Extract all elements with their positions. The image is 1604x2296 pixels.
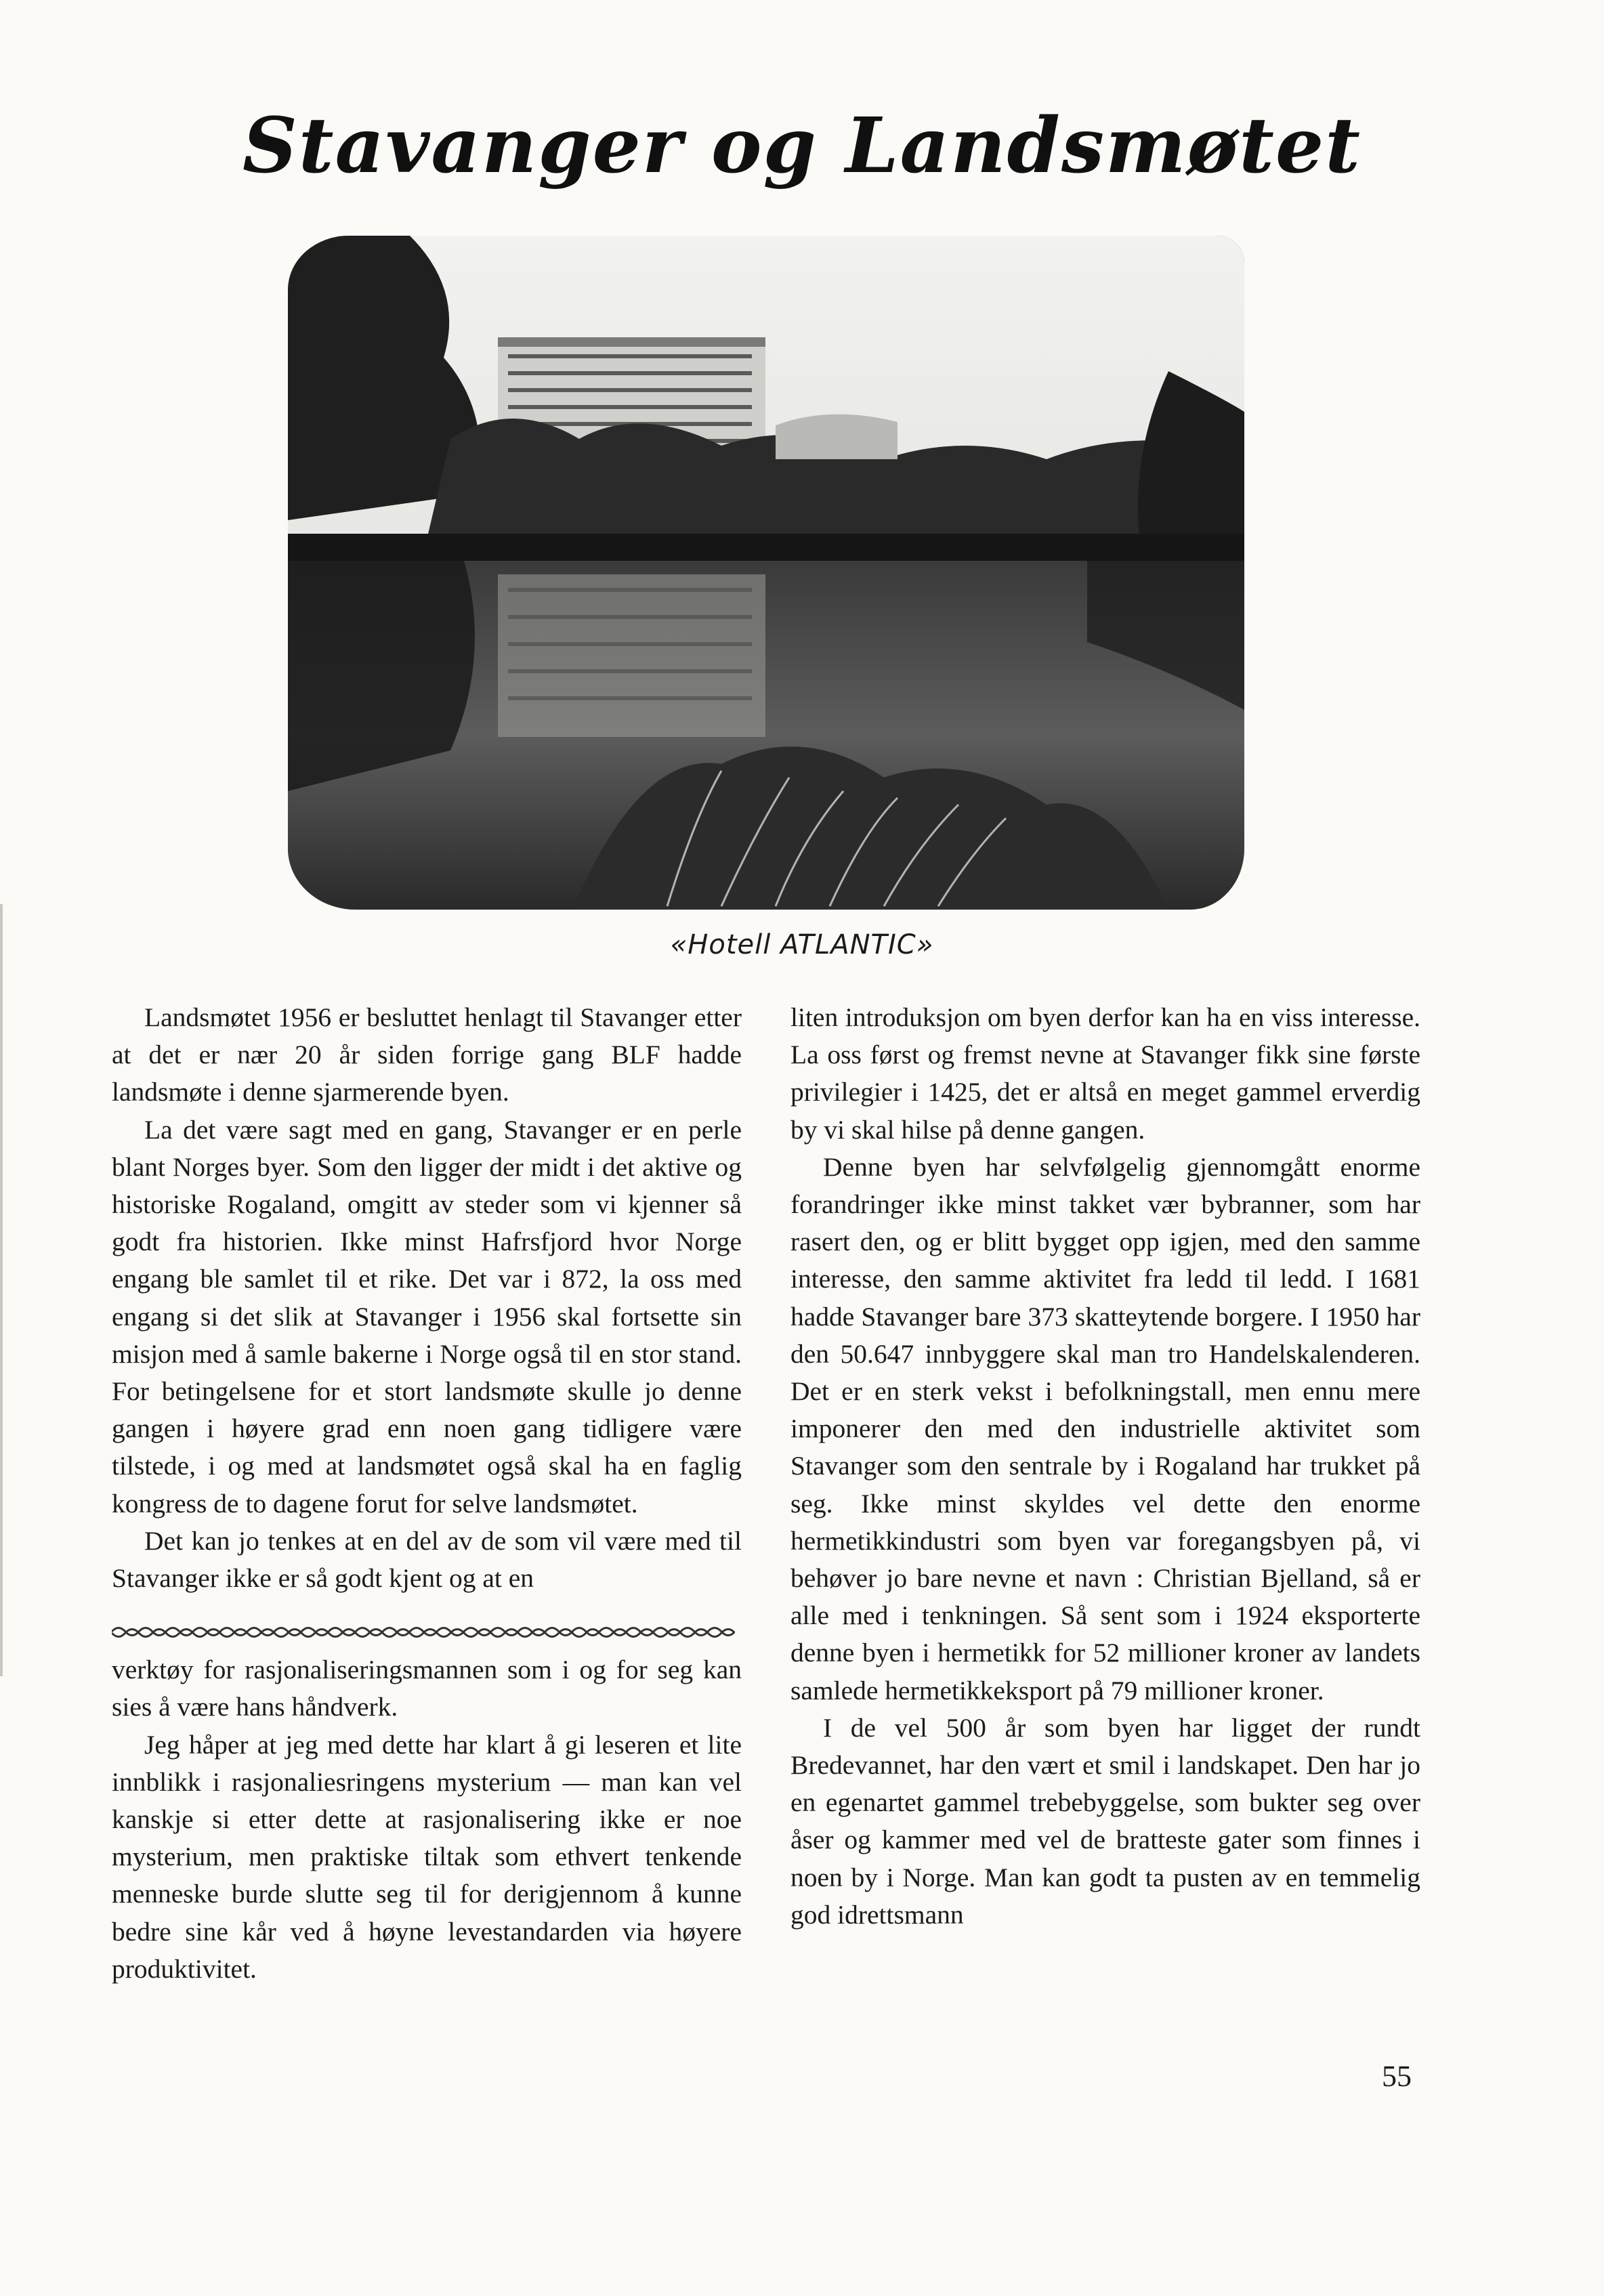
paragraph: Denne byen har selvfølgelig gjennomgått enorme forandringer ikke minst takket vær bybranner, som har rasert den, og er blitt bygget opp igjen, med den samme interesse, den samme aktivitet fra ledd til ledd. I 1681 hadde Stavanger bare 373 skatteytende borgere. I 1950 har den 50.647 innbyggere skal man tro Handelskalenderen. Det er en sterk vekst i befolkningstall, men ennu mere imponerer den med den industrielle aktivitet som Stavanger som den sentrale by i Rogaland har trukket på seg. Ikke minst skyldes vel dette den enorme hermetikkindustri som byen var foregangsbyen på, vi behøver jo bare nevne et navn : Christian Bjelland, så er alle med i tenkningen. Så sent som i 1924 eksporterte denne byen i hermetikk for 52 millioner kroner av landets samlede hermetikkeksport på 79 millioner kroner. (790, 1151, 1420, 1705)
section-divider (112, 1624, 735, 1639)
paragraph: Jeg håper at jeg med dette har klart å gi leseren et lite innblikk i rasjonaliesringens mysterium — man kan vel kanskje si etter dette at rasjonalisering ikke er noe mysterium, men praktiske tiltak som ethvert tenkende menneske burde slutte seg til for derigjennom å kunne bedre sine kår ved å høyne levestandarden via høyere produktivitet. (112, 1729, 742, 1984)
paragraph: Landsmøtet 1956 er besluttet henlagt til Stavanger etter at det er nær 20 år siden forrige gang BLF hadde landsmøte i denne sjarmerende byen. (112, 1002, 742, 1107)
hotel-photo (288, 236, 1244, 910)
photo-caption: «Hotell ATLANTIC» (670, 929, 934, 960)
article-title: Stavanger og Landsmøtet (242, 102, 1362, 190)
left-column (112, 999, 742, 1988)
page-number: 55 (1382, 2060, 1412, 2093)
margin-rule (0, 904, 3, 1676)
paragraph: La det være sagt med en gang, Stavanger er en perle blant Norges byer. Som den ligger der midt i det aktive og historiske Rogaland, omgitt av steder som vi kjenner så godt fra historien. Ikke minst Hafrsfjord hvor Norge engang ble samlet til et rike. Det var i 872, la oss med engang si det slik at Stavanger i 1956 skal fortsette sin misjon med å samle bakerne i Norge også til en stor stand. For betingelsene for et stort landsmøte skulle jo denne gangen i høyere grad enn noen gang tidligere være tilstede, i og med at landsmøtet også skal ha en faglig kongress de to dagene forut for selve landsmøtet. (112, 1114, 742, 1518)
paragraph: I de vel 500 år som byen har ligget der rundt Bredevannet, har den vært et smil i landskapet. Den har jo en egenartet gammel trebebyggelse, som bukter seg over åser og kammer med vel de bratteste gater som finnes i noen by i Norge. Man kan godt ta pusten av en temmelig god idrettsmann (790, 1712, 1420, 1930)
hotel-atlantic-photo-illustration (288, 236, 1244, 910)
paragraph: verktøy for rasjonaliseringsmannen som i og for seg kan sies å være hans håndverk. (112, 1655, 742, 1722)
paragraph: Det kan jo tenkes at en del av de som vil være med til Stavanger ikke er så godt kjent og at en (112, 1525, 742, 1594)
paragraph: liten introduksjon om byen derfor kan ha en viss interesse. La oss først og fremst nevne at Stavanger fikk sine første privilegier i 1425, det er altså en meget gammel erverdig by vi skal hilse på denne gangen. (790, 1002, 1420, 1145)
right-column (790, 999, 1420, 1934)
